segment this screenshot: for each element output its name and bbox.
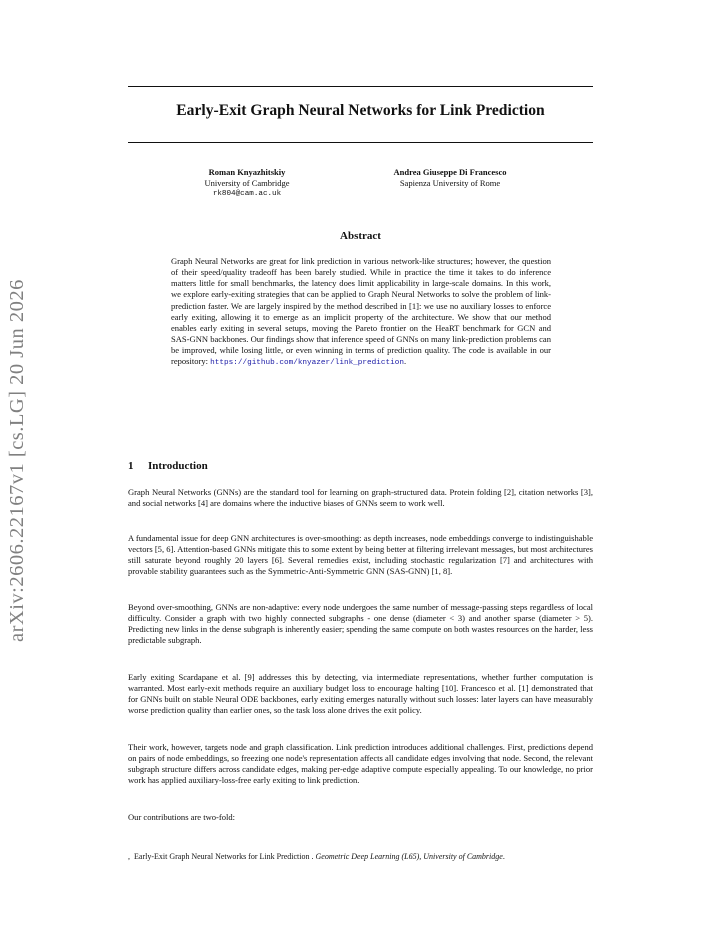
repository-link[interactable]: https://github.com/knyazer/link_prediction (210, 359, 404, 368)
author-affiliation: University of Cambridge (204, 178, 290, 188)
abstract-end: . (403, 356, 407, 367)
section-heading-introduction (128, 460, 208, 472)
author-block-2 (350, 167, 550, 189)
arxiv-side-stamp: arXiv:2606.22167v1 [cs.LG] 20 Jun 2026 (6, 279, 28, 642)
abstract-heading: Abstract (340, 230, 381, 242)
author-email: rk804@cam.ac.uk (212, 190, 282, 198)
author-name: Andrea Giuseppe Di Francesco (393, 167, 507, 177)
footnote-prefix: , (128, 852, 130, 861)
author-block-1 (172, 167, 322, 200)
title-bottom-rule (128, 142, 593, 143)
abstract-body: Graph Neural Networks are great for link prediction in various network-like structures; however, the question of their speed/quality tradeoff has been barely studied. While in practice the time it takes to do inference matters little for small benchmarks, the latency does limit applicability in large-scale domains. In this work, we explore early-exiting strategies that can be applied to Graph Neural Networks to solve the problem of link-prediction faster. We are largely inspired by the method described in [1]: we use no auxiliary losses to enforce early exiting, allowing it to emerge as an implicit property of the architecture. We show that our method enables early exiting in several setups, moving the Pareto frontier on the HeaRT benchmark for GCN and SAS-GNN backbones. Our findings show that inference speed of GNNs on many link-prediction problems can be improved, while losing little, or even winning in terms of prediction quality. The code is available in our repository: (171, 256, 551, 367)
intro-paragraph-2: A fundamental issue for deep GNN architectures is over-smoothing: as depth increases, node embeddings converge to indistinguishable vectors [5, 6]. Attention-based GNNs mitigate this to some extent by being better at filtering irrelevant messages, but most architectures still saturate beyond roughly 20 layers [6]. Several remedies exist, including stochastic regularization [7] and architectures with provable stability guarantees such as the Symmetric-Anti-Symmetric GNN (SAS-GNN) [1, 8]. (128, 533, 593, 577)
footnote-end: . (502, 852, 505, 861)
abstract-text (171, 256, 551, 370)
title-top-rule (128, 86, 593, 87)
footnote-venue: Geometric Deep Learning (L65), University of Cambridge (315, 852, 503, 861)
author-name: Roman Knyazhitskiy (208, 167, 286, 177)
intro-paragraph-4: Early exiting Scardapane et al. [9] addresses this by detecting, via intermediate representations, whether further computation is warranted. Most early-exit methods require an auxiliary budget loss to encourage halting [10]. Francesco et al. [1] demonstrated that for GNNs built on stable Neural ODE backbones, early exiting emerges naturally without such losses: later layers can have measurably worse prediction quality than earlier ones, so the task loss alone drives the exit policy. (128, 672, 593, 716)
intro-paragraph-1: Graph Neural Networks (GNNs) are the standard tool for learning on graph-structured data. Protein folding [2], citation networks [3], and social networks [4] are domains where the inductive biases of GNNs seem to work well. (128, 487, 593, 509)
footnote-text: Early-Exit Graph Neural Networks for Link Prediction . (134, 852, 314, 861)
paper-title: Early-Exit Graph Neural Networks for Link Prediction (176, 102, 545, 119)
intro-paragraph-5: Their work, however, targets node and graph classification. Link prediction introduces additional challenges. First, predictions depend on pairs of node embeddings, so freezing one node's representation affects all candidate edges involving that node. Second, the relevant subgraph structure differs across candidate edges, making per-edge adaptive compute especially appealing. To our knowledge, no prior work has applied auxiliary-loss-free early exiting to link prediction. (128, 742, 593, 786)
intro-paragraph-6: Our contributions are two-fold: (128, 812, 236, 822)
section-number: 1 (128, 460, 134, 472)
intro-paragraph-3: Beyond over-smoothing, GNNs are non-adaptive: every node undergoes the same number of message-passing steps regardless of local difficulty. Consider a graph with two highly connected subgraphs - one dense (diameter < 3) and another sparse (diameter > 5). Predicting new links in the dense subgraph is inherently easier; spending the same compute on both wastes resources on the harder, less predictable subgraph. (128, 602, 593, 646)
footnote (128, 852, 593, 862)
author-affiliation: Sapienza University of Rome (399, 178, 501, 188)
section-title: Introduction (148, 460, 208, 472)
